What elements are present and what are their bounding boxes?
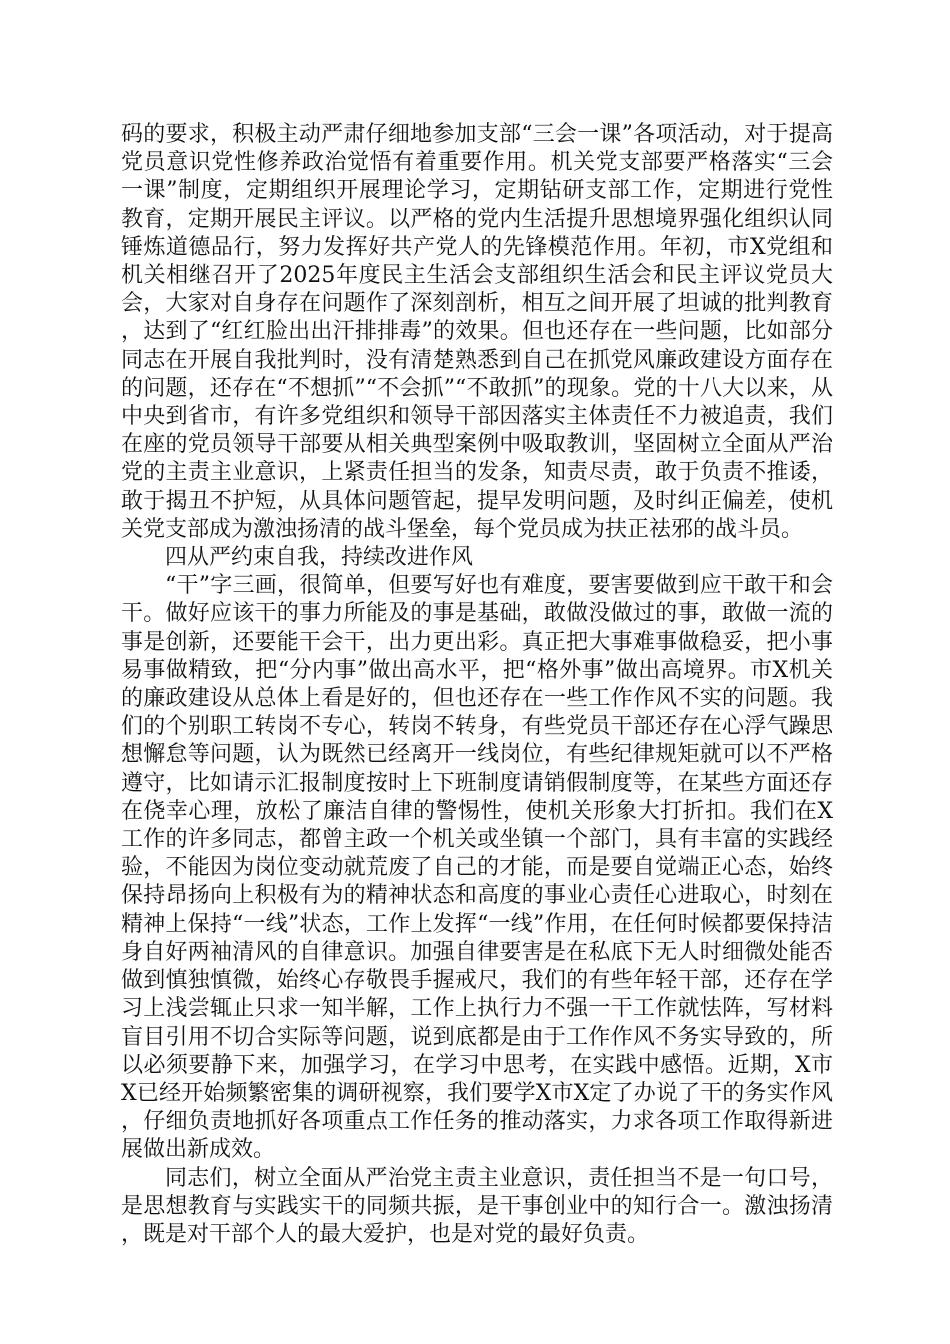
body-paragraph-3: 同志们，树立全面从严治党主责主业意识，责任担当不是一句口号，是思想教育与实践实干的同频共振，是干事创业中的知行合一。激浊扬清，既是对干部个人的最大爱护，也是对党的最好负责。: [121, 1165, 833, 1247]
document-body: [121, 121, 833, 1249]
body-paragraph-2: “干”字三画，很简单，但要写好也有难度，要害要做到应干敢干和会干。做好应该干的事力所能及的事是基础，敢做没做过的事，敢做一流的事是创新，还要能干会干，出力更出彩。真正把大事难事做稳妥，把小事易事做精致，把“分内事”做出高水平，把“格外事”做出高境界。市X机关的廉政建设从总体上看是好的，但也还存在一些工作作风不实的问题。我们的个别职工转岗不专心，转岗不转身，有些党员干部还存在心浮气躁思想懈怠等问题，认为既然已经离开一线岗位，有些纪律规矩就可以不严格遵守，比如请示汇报制度按时上下班制度请销假制度等，在某些方面还存在侥幸心理，放松了廉洁自律的警惕性，使机关形象大打折扣。我们在X工作的许多同志，都曾主政一个机关或坐镇一个部门，具有丰富的实践经验，不能因为岗位变动就荒废了自己的才能，而是要自觉端正心态，始终保持昂扬向上积极有为的精神状态和高度的事业心责任心进取心，时刻在精神上保持“一线”状态，工作上发挥“一线”作用，在任何时候都要保持洁身自好两袖清风的自律意识。加强自律要害是在私底下无人时细微处能否做到慎独慎微，始终心存敬畏手握戒尺，我们的有些年轻干部，还存在学习上浅尝辄止只求一知半解，工作上执行力不强一干工作就怯阵，写材料盲目引用不切合实际等问题，说到底都是由于工作作风不务实导致的，所以必须要静下来，加强学习，在学习中思考，在实践中感悟。近期，X市X已经开始频繁密集的调研视察，我们要学X市X定了办说了干的务实作风，仔细负责地抓好各项重点工作任务的推动落实，力求各项工作取得新进展做出新成效。: [121, 573, 833, 1163]
body-paragraph-1: 码的要求，积极主动严肃仔细地参加支部“三会一课”各项活动，对于提高党员意识党性修养政治觉悟有着重要作用。机关党支部要严格落实“三会一课”制度，定期组织开展理论学习，定期钻研支部工作，定期进行党性教育，定期开展民主评议。以严格的党内生活提升思想境界强化组织认同锤炼道德品行，努力发挥好共产党人的先锋模范作用。年初，市X党组和机关相继召开了2025年度民主生活会支部组织生活会和民主评议党员大会，大家对自身存在问题作了深刻剖析，相互之间开展了坦诚的批判教育，达到了“红红脸出出汗排排毒”的效果。但也还存在一些问题，比如部分同志在开展自我批判时，没有清楚熟悉到自己在抓党风廉政建设方面存在的问题，还存在“不想抓”“不会抓”“不敢抓”的现象。党的十八大以来，从中央到省市，有许多党组织和领导干部因落实主体责任不力被追责，我们在座的党员领导干部要从相关典型案例中吸取教训，坚固树立全面从严治党的主责主业意识，上紧责任担当的发条，知责尽责，敢于负责不推诿，敢于揭丑不护短，从具体问题管起，提早发明问题，及时纠正偏差，使机关党支部成为激浊扬清的战斗堡垒，每个党员成为扶正祛邪的战斗员。: [121, 122, 833, 542]
section-heading: 四从严约束自我，持续改进作风: [165, 545, 474, 571]
